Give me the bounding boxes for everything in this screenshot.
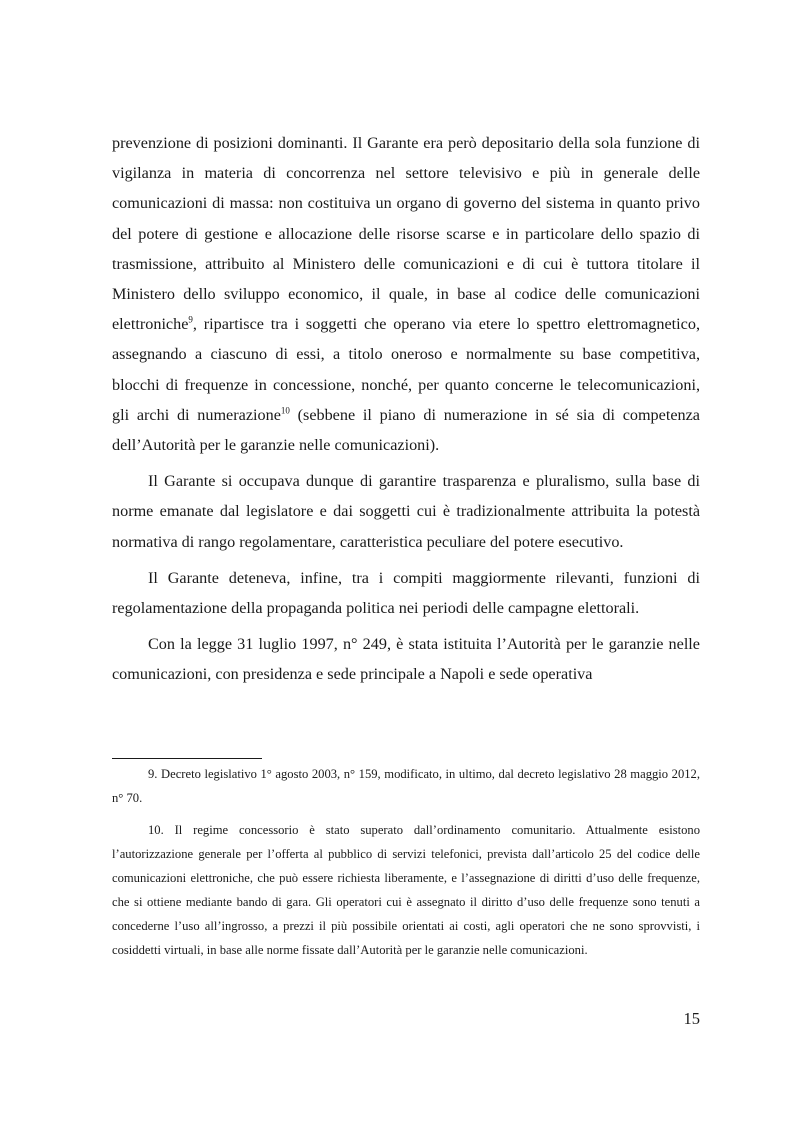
footnote-10-text: Il regime concessorio è stato superato dall’ordinamento comunitario. Attualmente esistono l’autorizzazione generale per l’offerta al pubblico di servizi telefonici, prevista dall’articolo 25 del codice delle comunicazioni elettroniche, che può essere richiesta liberamente, e l’assegnazione di diritti d’uso delle frequenze, che si ottiene mediante bando di gara. Gli operatori cui è assegnato il diritto d’uso delle frequenze sono tenuti a concederne l’uso all’ingrosso, a prezzi il più possibile orientati ai costi, agli operatori che ne sono sprovvisti, i cosiddetti virtuali, in base alle norme fissate dall’Autorità per le garanzie nelle comunicazioni. bbox=[112, 823, 700, 957]
body-text bbox=[112, 128, 700, 696]
paragraph-4: Con la legge 31 luglio 1997, n° 249, è stata istituita l’Autorità per le garanzie nelle comunicazioni, con presidenza e sede principale a Napoli e sede operativa bbox=[112, 635, 700, 684]
footnote-10 bbox=[112, 818, 700, 962]
paragraph-1 bbox=[112, 128, 700, 460]
paragraph-3: Il Garante deteneva, infine, tra i compiti maggiormente rilevanti, funzioni di regolamentazione della propaganda politica nei periodi delle campagne elettorali. bbox=[112, 568, 700, 618]
footnote-9-number: 9. bbox=[148, 767, 158, 781]
footnote-ref-9: 9 bbox=[188, 314, 193, 325]
footnote-10-number: 10. bbox=[148, 823, 164, 837]
paragraph-1-text-c: (sebbene il piano di numerazione in sé sia di competenza dell’Autorità per le garanzie nelle comunicazioni). bbox=[112, 405, 700, 455]
footnote-ref-10: 10 bbox=[280, 405, 290, 416]
footnotes bbox=[112, 762, 700, 970]
footnote-9 bbox=[112, 762, 700, 810]
footnote-9-text: Decreto legislativo 1° agosto 2003, n° 159, modificato, in ultimo, dal decreto legislativo 28 maggio 2012, n° 70. bbox=[112, 767, 700, 805]
paragraph-2: Il Garante si occupava dunque di garantire trasparenza e pluralismo, sulla base di norme emanate dal legislatore e dai soggetti cui è tradizionalmente attribuita la potestà normativa di rango regolamentare, caratteristica peculiare del potere esecutivo. bbox=[112, 472, 700, 551]
footnote-separator bbox=[112, 758, 262, 759]
page-number: 15 bbox=[683, 1009, 700, 1028]
paragraph-1-text-b: , ripartisce tra i soggetti che operano via etere lo spettro elettromagnetico, assegnando a ciascuno di essi, a titolo oneroso e normalmente su base competitiva, blocchi di frequenze in concessione, nonché, per quanto concerne le telecomunicazioni, gli archi di numerazione bbox=[112, 315, 700, 424]
paragraph-1-text-a: prevenzione di posizioni dominanti. Il Garante era però depositario della sola funzione di vigilanza in materia di concorrenza nel settore televisivo e più in generale delle comunicazioni di massa: non costituiva un organo di governo del sistema in quanto privo del potere di gestione e allocazione delle risorse scarse e in particolare dello spazio di trasmissione, attribuito al Ministero delle comunicazioni e di cui è tuttora titolare il Ministero dello sviluppo economico, il quale, in base al codice delle comunicazioni elettroniche bbox=[112, 134, 700, 334]
